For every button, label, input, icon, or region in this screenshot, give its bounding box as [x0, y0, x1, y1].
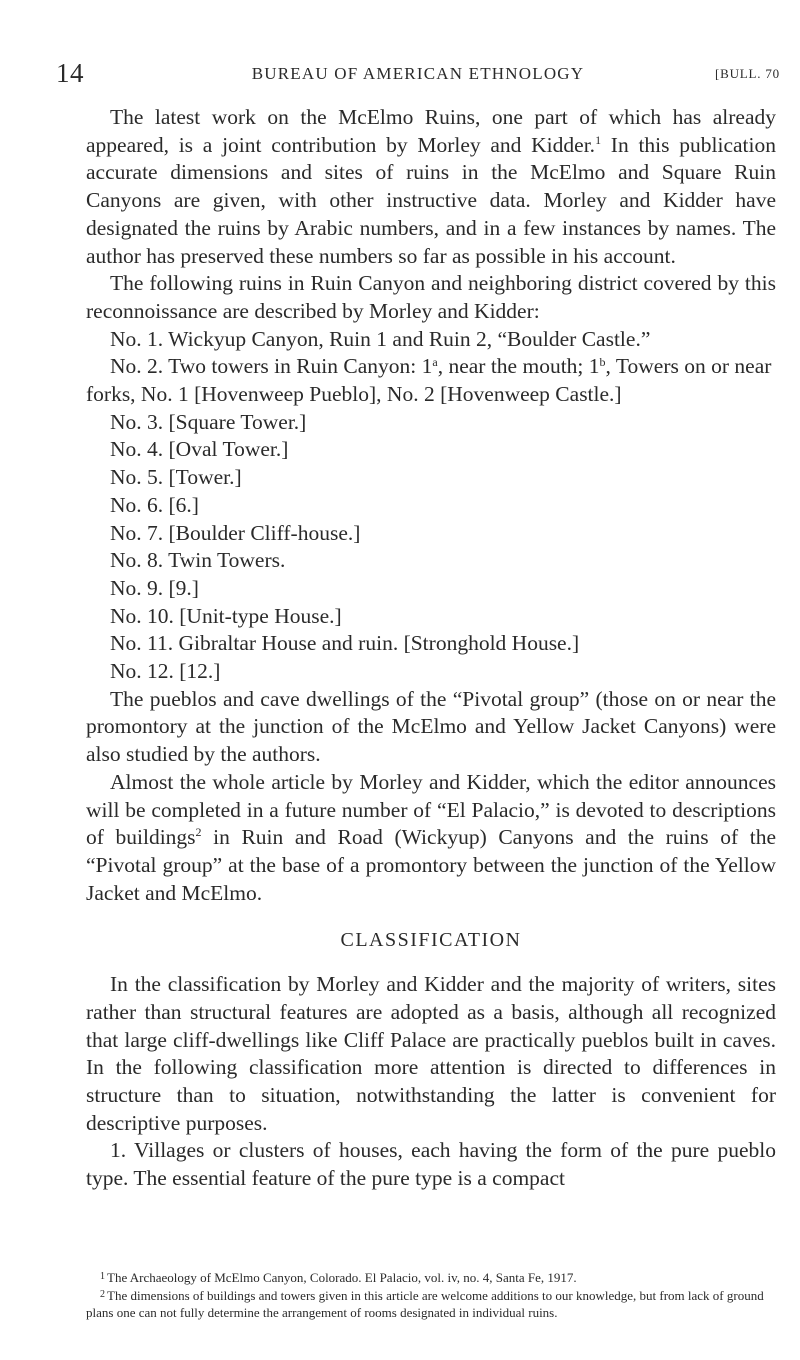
ruin-entry-4: No. 4. [Oval Tower.] [110, 437, 289, 462]
ruin-entry-3: No. 3. [Square Tower.] [110, 409, 307, 434]
article-summary-text: Almost the whole article by Morley and Kidder, which the editor announces will be completed in a future number of “El Palacio,” is devoted to descriptions of buildings [86, 769, 776, 850]
ruin-entry-6: No. 6. [6.] [110, 492, 199, 517]
ruin-entry-7: No. 7. [Boulder Cliff-house.] [110, 520, 361, 545]
footnote-ref-2[interactable]: 2 [195, 825, 202, 840]
ruin-entry-10: No. 10. [Unit-type House.] [110, 603, 342, 628]
footnote-2-text: The dimensions of buildings and towers given in this article are welcome additions to our knowledge, but from lack of ground plans one can not fully determine the arrangement of rooms designated in individual ruins. [86, 1288, 764, 1320]
footnote-ref-1[interactable]: 1 [595, 132, 602, 147]
intro-p1-text-cont: In this publication accurate dimensions and sites of ruins in the McElmo and Square Ruin Canyons are given, with other instructive data. Morley and Kidder have designated the ruins by Arabic numbers, and in a few instances by names. The author has preserved these numbers so far as possible in his account. [86, 132, 777, 268]
footnote-2-mark: 2 [100, 1289, 105, 1300]
footnote-1 [86, 1268, 776, 1286]
ruin-entry-2-text-b: , near the mouth; 1 [437, 354, 600, 379]
intro-p1-text: The latest work on the McElmo Ruins, one part of which has already appeared, is a joint contribution by Morley and Kidder. [86, 105, 776, 157]
ruin-entry-9: No. 9. [9.] [110, 575, 199, 600]
running-head [56, 58, 780, 88]
footnote-1-text: The Archaeology of McElmo Canyon, Colorado. El Palacio, vol. iv, no. 4, Santa Fe, 1917. [107, 1270, 577, 1285]
footnote-1-mark: 1 [100, 1271, 105, 1282]
page-number: 14 [56, 58, 84, 88]
ruin-entry-11: No. 11. Gibraltar House and ruin. [Stronghold House.] [110, 631, 580, 656]
ruin-entry-2-text: No. 2. Two towers in Ruin Canyon: 1 [110, 354, 433, 379]
ruin-entry-1: No. 1. Wickyup Canyon, Ruin 1 and Ruin 2, “Boulder Castle.” [110, 326, 651, 351]
article-summary-text-cont: in Ruin and Road (Wickyup) Canyons and the ruins of the “Pivotal group” at the base of a promontory between the junction of the Yellow Jacket and McElmo. [86, 825, 776, 905]
bulletin-tag: [BULL. 70 [715, 66, 780, 81]
running-title: BUREAU OF AMERICAN ETHNOLOGY [251, 64, 585, 83]
article-summary-paragraph [86, 769, 776, 908]
pivotal-group-paragraph: The pueblos and cave dwellings of the “Pivotal group” (those on or near the promontory at the junction of the McElmo and Yellow Jacket Canyons) were also studied by the authors. [86, 686, 776, 767]
footnote-2 [86, 1286, 776, 1321]
body-text [86, 104, 776, 1193]
ruin-entry-5: No. 5. [Tower.] [110, 465, 242, 490]
ruin-entry-2 [86, 353, 776, 408]
classification-paragraph-2: 1. Villages or clusters of houses, each having the form of the pure pueblo type. The essential feature of the pure type is a compact [86, 1138, 776, 1191]
intro-paragraph-1 [86, 104, 776, 270]
ruin-entry-2-sup-a: a [432, 355, 438, 370]
ruin-entry-12: No. 12. [12.] [110, 659, 221, 684]
ruin-entry-2-sup-b: b [599, 355, 606, 370]
intro-paragraph-2: The following ruins in Ruin Canyon and neighboring district covered by this reconnoissance are described by Morley and Kidder: [86, 271, 776, 323]
ruin-entry-2-text-c: , Towers on or near forks, No. 1 [Hovenweep Pueblo], No. 2 [Hovenweep Castle.] [86, 354, 772, 407]
section-heading-classification: CLASSIFICATION [340, 929, 522, 952]
classification-paragraph-1: In the classification by Morley and Kidder and the majority of writers, sites rather than structural features are adopted as a basis, although all recognized that large cliff-dwellings like Cliff Palace are practically pueblos built in caves. In the following classification more attention is directed to differences in structure than to situation, notwithstanding the latter is convenient for descriptive purposes. [86, 972, 776, 1135]
ruin-entry-8: No. 8. Twin Towers. [110, 548, 286, 573]
footnotes [86, 1268, 776, 1321]
